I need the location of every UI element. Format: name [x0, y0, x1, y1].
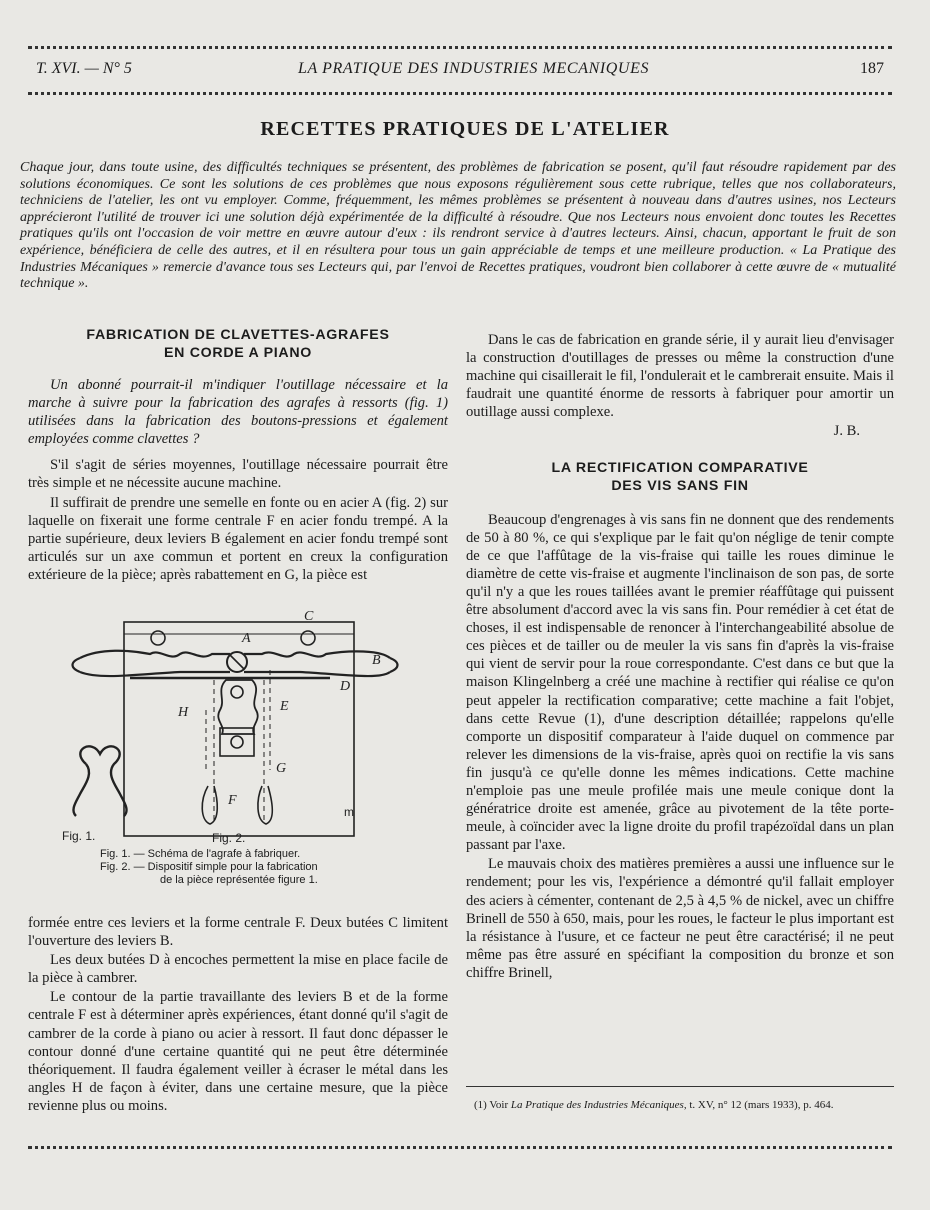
figure-clavette-tool	[40, 610, 450, 910]
reader-question: Un abonné pourrait-il m'indiquer l'outillage nécessaire et la marche à suivre pour la fabrication des agrafes à ressorts (fig. 1) utilisées dans la fabrication des boutons-pressions et également employées comme clavettes ?	[28, 377, 448, 448]
body-paragraph: Le contour de la partie travaillante des leviers B et de la forme centrale F est à déterminer après expériences, étant donné qu'il s'agit de cambrer de la corde à piano ou acier à ressort. Il faut donc dépasser le contour donné d'une certaine quantité qui ne peut être déterminée théoriquement. Il faudra également veiller à écraser le métal dans les angles H de façon à éviter, dans une certaine mesure, que la pièce revienne plus ou moins.	[28, 989, 448, 1114]
label-g: G	[276, 761, 287, 776]
footnote-text: , t. XV, n° 12 (mars 1933), p. 464.	[683, 1099, 834, 1111]
article-title-line: EN CORDE A PIANO	[163, 345, 313, 361]
base-plate-shape	[124, 622, 354, 836]
fig2-label: Fig. 2.	[212, 831, 246, 845]
footnote-journal-title: La Pratique des Industries Mécaniques	[510, 1099, 684, 1111]
article-title-line: FABRICATION DE CLAVETTES-AGRAFES	[86, 327, 390, 343]
author-signature: J. B.	[833, 423, 860, 440]
left-column-top	[28, 326, 448, 585]
top-dotted-rule	[28, 46, 892, 49]
running-header	[28, 60, 892, 86]
journal-title: LA PRATIQUE DES INDUSTRIES MECANIQUES	[298, 60, 650, 77]
label-f: F	[228, 793, 237, 808]
body-paragraph: Il suffirait de prendre une semelle en fonte ou en acier A (fig. 2) sur laquelle on fixerait une forme centrale F en acier fondu trempé. A la partie supérieure, deux leviers B également en acier fondu trempé sont articulés sur un axe commun et portent en creux la configuration extérieure de la pièce; après rabattement en G, la pièce est	[28, 494, 448, 583]
article-title-line: DES VIS SANS FIN	[611, 477, 749, 494]
body-paragraph: S'il s'agit de séries moyennes, l'outillage nécessaire pourrait être très simple et ne nécessite aucune machine.	[28, 457, 448, 492]
article-title-clavettes	[28, 326, 448, 362]
label-h: H	[178, 705, 189, 720]
article-title-line: LA RECTIFICATION COMPARATIVE	[551, 459, 809, 476]
page-number: 187	[860, 60, 884, 77]
article-title-vis-sans-fin	[466, 459, 894, 495]
footnote	[474, 1098, 894, 1113]
label-a: A	[242, 631, 251, 646]
header-dotted-rule	[28, 92, 892, 95]
fig1-label: Fig. 1.	[62, 829, 96, 843]
figure-caption-1: Fig. 1. — Schéma de l'agrafe à fabriquer.	[100, 848, 301, 860]
body-paragraph: Les deux butées D à encoches permettent la mise en place facile de la pièce à cambrer.	[28, 952, 448, 987]
footnote-rule	[466, 1086, 894, 1087]
body-paragraph: Le mauvais choix des matières premières a aussi une influence sur le rendement; pour les vis, l'expérience a démontré qu'il fallait employer des aciers à cémenter, contenant de 2,5 à 4,5 % de nickel, avec un chiffre Brinell de 550 à 650, mais, pour les roues, le facteur le plus important est la résistance à l'usure, et ce facteur ne peut être caractérisé; il ne peut même pas être assuré en spécifiant la composition du bronze et son chiffre Brinell,	[466, 856, 894, 981]
bottom-dotted-rule	[28, 1146, 892, 1149]
figure-captions	[100, 848, 420, 887]
section-heading: RECETTES PRATIQUES DE L'ATELIER	[260, 118, 670, 140]
label-e: E	[280, 699, 289, 714]
footnote-text: (1) Voir	[474, 1099, 511, 1111]
volume-number: T. XVI. — N° 5	[36, 60, 132, 77]
figure-caption-2: Fig. 2. — Dispositif simple pour la fabrication	[100, 861, 318, 873]
body-paragraph: formée entre ces leviers et la forme centrale F. Deux butées C limitent l'ouverture des leviers B.	[28, 915, 448, 950]
label-c: C	[304, 610, 314, 624]
artist-mark: m	[344, 805, 354, 819]
right-column	[466, 331, 894, 983]
left-column-bottom	[28, 914, 448, 1116]
body-paragraph: Dans le cas de fabrication en grande série, il y aurait lieu d'envisager la construction d'outillages de presses ou même la construction d'une machine qui cisaillerait le fil, l'ondulerait et le cambrerait ensuite. Mais il faudrait une quantité énorme de ressorts à fabriquer pour amortir un outillage aussi complexe.	[466, 332, 894, 421]
stop-c-right-shape	[301, 631, 315, 645]
stop-c-left-shape	[151, 631, 165, 645]
label-d: D	[340, 679, 351, 694]
rubric-introduction: Chaque jour, dans toute usine, des difficultés techniques se présentent, des problèmes de fabrication se posent, qu'il faut résoudre rapidement par des solutions économiques. Ce sont les solutions de ces problèmes que nous exposons régulièrement sous cette rubrique, telles que nos collaborateurs, techniciens de l'atelier, les ont vu employer. Comme, fréquemment, les mêmes problèmes se présentent à nouveau dans d'autres usines, nos Lecteurs apprécieront l'utilité de trouver ici une solution déjà expérimentée de la difficulté à résoudre. Que nos Lecteurs nous envoient donc toutes les Recettes pratiques qu'ils ont l'occasion de voir mettre en œuvre autour d'eux : ils rendront service à d'autres lecteurs. Ainsi, chacun, apportant le fruit de son expérience, bénéficiera de celle des autres, et il en résultera pour tous un gain appréciable de temps et une meilleure production. « La Pratique des Industries Mécaniques » remercie d'avance tous ses Lecteurs qui, par l'envoi de Recettes pratiques, voudront bien collaborer à cette œuvre de « mutualité technique ».	[20, 160, 896, 292]
body-paragraph: Beaucoup d'engrenages à vis sans fin ne donnent que des rendements de 50 à 80 %, ce qui s'explique par le fait qu'on néglige de tenir compte de ce que l'affûtage de la vis-fraise qui taille les roues diminue le diamètre de cette vis-fraise et augmente l'inclinaison de son pas, de sorte qu'il n'y a que les roues taillées avant le premier réaffûtage qui puissent être absolument d'accord avec la vis sans fin. Pour remédier à cet état de choses, il est indispensable de renoncer à l'interchangeabilité absolue de ces pièces et de tailler ou de meuler la vis sans fin d'après la vis-fraise qui vient de servir pour la roue correspondante. C'est dans ce but que la maison Klingelnberg a créé une machine à rectifier qui réalise ce qu'on peut appeler la rectification comparative; cette machine a fait l'objet, dans cette Revue (1), d'une description détaillée; rappelons qu'elle comporte un dispositif comparateur à l'aide duquel on commence par relever les dimensions de la vis-fraise, après quoi on rectifie la vis sans fin jusqu'à ce qu'elle donne les mêmes indications. Cette machine n'emploie pas une meule profilée mais une meule conique dont la génératrice droite est amenée, grâce au pivotement de la tête porte-meule, à coïncider avec la ligne droite du profil trapézoïdal dans un plan passant par l'axe.	[466, 511, 894, 854]
figure-caption-3: de la pièce représentée figure 1.	[160, 874, 318, 886]
label-b: B	[372, 653, 381, 668]
